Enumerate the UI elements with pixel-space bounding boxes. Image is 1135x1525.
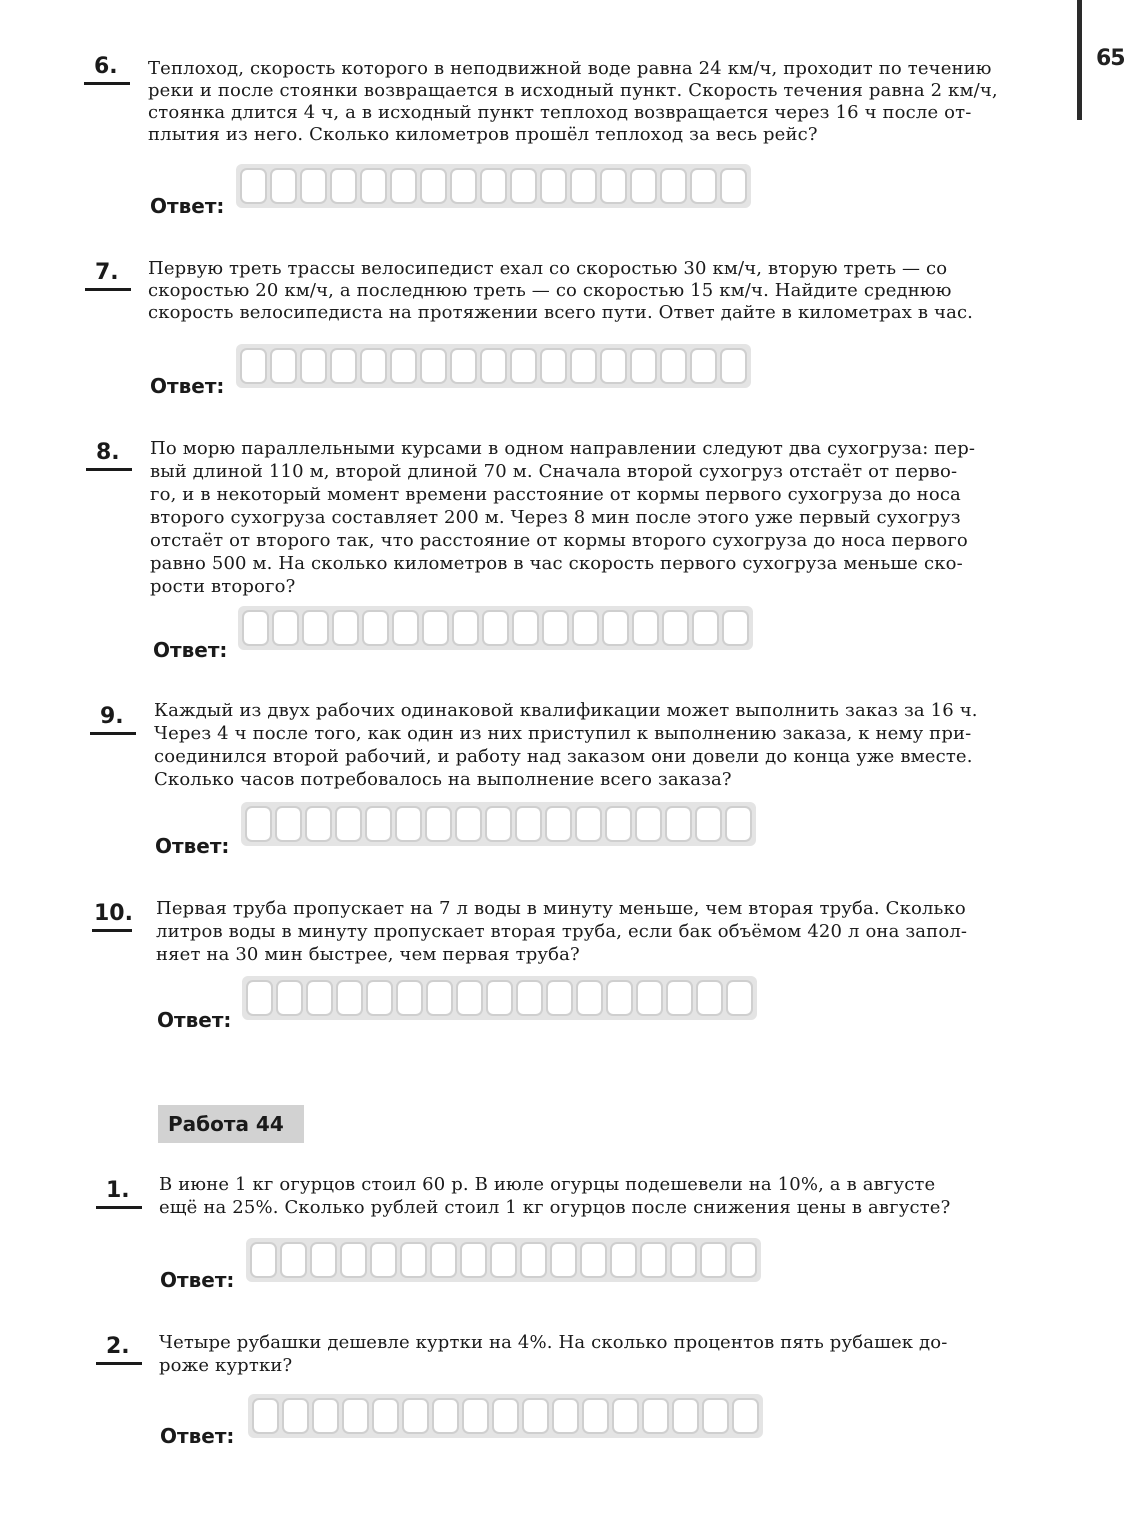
- answer-label: Ответ:: [150, 374, 225, 398]
- task-text-line: Первая труба пропускает на 7 л воды в минуту меньше, чем вторая труба. Сколько: [156, 898, 966, 919]
- answer-cell[interactable]: [492, 1398, 519, 1434]
- answer-cell[interactable]: [275, 806, 302, 842]
- task-number-underline: [86, 468, 132, 471]
- task-text-line: По морю параллельными курсами в одном направлении следуют два сухогруза: пер-: [150, 438, 976, 459]
- answer-cell[interactable]: [575, 806, 602, 842]
- answer-cell[interactable]: [330, 168, 357, 204]
- task-number: 9.: [100, 704, 124, 729]
- answer-cell[interactable]: [702, 1398, 729, 1434]
- answer-cell[interactable]: [550, 1242, 577, 1278]
- task-text-line: Теплоход, скорость которого в неподвижной воде равна 24 км/ч, проходит по течению: [148, 58, 992, 79]
- task-text-line: скорость велосипедиста на протяжении всего пути. Ответ дайте в километрах в час.: [148, 302, 974, 323]
- task-text-line: Через 4 ч после того, как один из них приступил к выполнению заказа, к нему при-: [154, 723, 972, 744]
- task-text-line: Сколько часов потребовалось на выполнение всего заказа?: [154, 769, 732, 790]
- section-title: Работа 44: [158, 1105, 304, 1143]
- answer-cell[interactable]: [636, 980, 663, 1016]
- answer-cell[interactable]: [390, 348, 417, 384]
- answer-cell[interactable]: [280, 1242, 307, 1278]
- answer-cell[interactable]: [240, 168, 267, 204]
- answer-cell[interactable]: [580, 1242, 607, 1278]
- task-text-line: ещё на 25%. Сколько рублей стоил 1 кг огурцов после снижения цены в августе?: [159, 1197, 951, 1218]
- answer-cell[interactable]: [642, 1398, 669, 1434]
- task-number: 2.: [106, 1334, 130, 1359]
- task-number-underline: [90, 732, 136, 735]
- task-number: 10.: [94, 901, 133, 926]
- task-number: 7.: [95, 260, 119, 285]
- answer-cell[interactable]: [720, 168, 747, 204]
- task-text-line: стоянка длится 4 ч, а в исходный пункт теплоход возвращается через 16 ч после от-: [148, 102, 972, 123]
- answer-cell[interactable]: [422, 610, 449, 646]
- answer-cell[interactable]: [360, 348, 387, 384]
- task-text-line: роже куртки?: [159, 1355, 293, 1376]
- answer-cell[interactable]: [242, 610, 269, 646]
- answer-cell[interactable]: [516, 980, 543, 1016]
- answer-cell[interactable]: [522, 1398, 549, 1434]
- answer-cell[interactable]: [606, 980, 633, 1016]
- answer-cell[interactable]: [420, 168, 447, 204]
- task-text-line: няет на 30 мин быстрее, чем первая труба?: [156, 944, 580, 965]
- task-text-line: второго сухогруза составляет 200 м. Через 8 мин после этого уже первый сухогруз: [150, 507, 961, 528]
- answer-cell[interactable]: [456, 980, 483, 1016]
- answer-cell[interactable]: [600, 168, 627, 204]
- task-text-line: го, и в некоторый момент времени расстояние от кормы первого сухогруза до носа: [150, 484, 961, 505]
- answer-cell[interactable]: [270, 348, 297, 384]
- answer-cells[interactable]: [242, 976, 757, 1020]
- answer-cell[interactable]: [690, 168, 717, 204]
- answer-cell[interactable]: [245, 806, 272, 842]
- answer-cell[interactable]: [696, 980, 723, 1016]
- answer-cell[interactable]: [362, 610, 389, 646]
- answer-cell[interactable]: [312, 1398, 339, 1434]
- answer-cell[interactable]: [360, 168, 387, 204]
- task-text-line: равно 500 м. На сколько километров в час скорость первого сухогруза меньше ско-: [150, 553, 963, 574]
- answer-cell[interactable]: [540, 168, 567, 204]
- answer-cell[interactable]: [300, 168, 327, 204]
- answer-cell[interactable]: [612, 1398, 639, 1434]
- answer-cell[interactable]: [670, 1242, 697, 1278]
- answer-cell[interactable]: [370, 1242, 397, 1278]
- answer-cell[interactable]: [366, 980, 393, 1016]
- answer-label: Ответ:: [153, 638, 228, 662]
- answer-cell[interactable]: [520, 1242, 547, 1278]
- answer-cell[interactable]: [455, 806, 482, 842]
- answer-cell[interactable]: [572, 610, 599, 646]
- answer-cell[interactable]: [402, 1398, 429, 1434]
- answer-cells[interactable]: [236, 344, 751, 388]
- answer-cell[interactable]: [635, 806, 662, 842]
- answer-cell[interactable]: [545, 806, 572, 842]
- answer-cell[interactable]: [570, 168, 597, 204]
- answer-cell[interactable]: [450, 348, 477, 384]
- task-text-line: вый длиной 110 м, второй длиной 70 м. Сначала второй сухогруз отстаёт от перво-: [150, 461, 958, 482]
- answer-cell[interactable]: [332, 610, 359, 646]
- answer-cell[interactable]: [330, 348, 357, 384]
- answer-cell[interactable]: [660, 348, 687, 384]
- task-text-line: отстаёт от второго так, что расстояние от кормы второго сухогруза до носа первого: [150, 530, 968, 551]
- task-text-line: скоростью 20 км/ч, а последнюю треть — со скоростью 15 км/ч. Найдите среднюю: [148, 280, 952, 301]
- answer-cells[interactable]: [246, 1238, 761, 1282]
- answer-cell[interactable]: [695, 806, 722, 842]
- answer-cell[interactable]: [272, 610, 299, 646]
- task-text-line: В июне 1 кг огурцов стоил 60 р. В июле огурцы подешевели на 10%, а в августе: [159, 1174, 936, 1195]
- answer-cells[interactable]: [241, 802, 756, 846]
- answer-cell[interactable]: [732, 1398, 759, 1434]
- answer-cell[interactable]: [630, 168, 657, 204]
- page-number: 65: [1096, 46, 1125, 71]
- answer-cell[interactable]: [426, 980, 453, 1016]
- answer-cell[interactable]: [570, 348, 597, 384]
- answer-cell[interactable]: [720, 348, 747, 384]
- answer-cell[interactable]: [276, 980, 303, 1016]
- answer-cell[interactable]: [302, 610, 329, 646]
- answer-label: Ответ:: [150, 194, 225, 218]
- answer-cell[interactable]: [396, 980, 423, 1016]
- answer-cell[interactable]: [390, 168, 417, 204]
- answer-cell[interactable]: [305, 806, 332, 842]
- answer-cell[interactable]: [480, 168, 507, 204]
- task-text-line: реки и после стоянки возвращается в исходный пункт. Скорость течения равна 2 км/ч,: [148, 80, 998, 101]
- answer-cell[interactable]: [692, 610, 719, 646]
- answer-label: Ответ:: [155, 834, 230, 858]
- answer-cell[interactable]: [540, 348, 567, 384]
- answer-cell[interactable]: [340, 1242, 367, 1278]
- task-number-underline: [92, 929, 132, 932]
- task-number: 8.: [96, 440, 120, 465]
- task-text-line: Каждый из двух рабочих одинаковой квалификации может выполнить заказ за 16 ч.: [154, 700, 978, 721]
- answer-label: Ответ:: [160, 1424, 235, 1448]
- task-text-line: литров воды в минуту пропускает вторая труба, если бак объёмом 420 л она запол-: [156, 921, 968, 942]
- answer-cell[interactable]: [400, 1242, 427, 1278]
- answer-cell[interactable]: [430, 1242, 457, 1278]
- answer-cell[interactable]: [392, 610, 419, 646]
- answer-cell[interactable]: [450, 168, 477, 204]
- answer-cell[interactable]: [335, 806, 362, 842]
- answer-cell[interactable]: [640, 1242, 667, 1278]
- answer-cell[interactable]: [630, 348, 657, 384]
- answer-cell[interactable]: [462, 1398, 489, 1434]
- answer-cell[interactable]: [490, 1242, 517, 1278]
- task-text-line: Четыре рубашки дешевле куртки на 4%. На сколько процентов пять рубашек до-: [159, 1332, 948, 1353]
- answer-cell[interactable]: [372, 1398, 399, 1434]
- answer-cell[interactable]: [512, 610, 539, 646]
- answer-cell[interactable]: [605, 806, 632, 842]
- answer-cell[interactable]: [600, 348, 627, 384]
- answer-label: Ответ:: [157, 1008, 232, 1032]
- task-number: 6.: [94, 54, 118, 79]
- answer-cell[interactable]: [672, 1398, 699, 1434]
- answer-cell[interactable]: [515, 806, 542, 842]
- answer-cell[interactable]: [240, 348, 267, 384]
- answer-cell[interactable]: [486, 980, 513, 1016]
- answer-cell[interactable]: [306, 980, 333, 1016]
- task-text-line: плытия из него. Сколько километров прошёл теплоход за весь рейс?: [148, 124, 818, 145]
- task-number-underline: [96, 1206, 142, 1209]
- answer-cell[interactable]: [432, 1398, 459, 1434]
- answer-cell[interactable]: [270, 168, 297, 204]
- answer-cell[interactable]: [662, 610, 689, 646]
- answer-cell[interactable]: [602, 610, 629, 646]
- answer-cell[interactable]: [722, 610, 749, 646]
- answer-cell[interactable]: [300, 348, 327, 384]
- answer-cell[interactable]: [632, 610, 659, 646]
- answer-cell[interactable]: [725, 806, 752, 842]
- answer-cell[interactable]: [582, 1398, 609, 1434]
- answer-cells[interactable]: [248, 1394, 763, 1438]
- answer-cell[interactable]: [700, 1242, 727, 1278]
- answer-cell[interactable]: [726, 980, 753, 1016]
- answer-label: Ответ:: [160, 1268, 235, 1292]
- task-number-underline: [85, 288, 131, 291]
- answer-cell[interactable]: [342, 1398, 369, 1434]
- answer-cell[interactable]: [425, 806, 452, 842]
- answer-cells[interactable]: [238, 606, 753, 650]
- answer-cell[interactable]: [576, 980, 603, 1016]
- answer-cell[interactable]: [460, 1242, 487, 1278]
- answer-cell[interactable]: [252, 1398, 279, 1434]
- answer-cell[interactable]: [482, 610, 509, 646]
- answer-cell[interactable]: [610, 1242, 637, 1278]
- answer-cell[interactable]: [420, 348, 447, 384]
- answer-cell[interactable]: [665, 806, 692, 842]
- answer-cell[interactable]: [730, 1242, 757, 1278]
- task-text-line: рости второго?: [150, 576, 296, 597]
- answer-cell[interactable]: [485, 806, 512, 842]
- answer-cells[interactable]: [236, 164, 751, 208]
- answer-cell[interactable]: [510, 168, 537, 204]
- answer-cell[interactable]: [552, 1398, 579, 1434]
- task-number-underline: [84, 82, 130, 85]
- answer-cell[interactable]: [250, 1242, 277, 1278]
- answer-cell[interactable]: [690, 348, 717, 384]
- answer-cell[interactable]: [666, 980, 693, 1016]
- answer-cell[interactable]: [510, 348, 537, 384]
- answer-cell[interactable]: [365, 806, 392, 842]
- answer-cell[interactable]: [282, 1398, 309, 1434]
- answer-cell[interactable]: [452, 610, 479, 646]
- answer-cell[interactable]: [336, 980, 363, 1016]
- page-edge-rule: [1077, 0, 1082, 120]
- answer-cell[interactable]: [660, 168, 687, 204]
- answer-cell[interactable]: [246, 980, 273, 1016]
- task-number: 1.: [106, 1178, 130, 1203]
- answer-cell[interactable]: [395, 806, 422, 842]
- task-text-line: соединился второй рабочий, и работу над заказом они довели до конца уже вместе.: [154, 746, 973, 767]
- answer-cell[interactable]: [542, 610, 569, 646]
- answer-cell[interactable]: [310, 1242, 337, 1278]
- answer-cell[interactable]: [546, 980, 573, 1016]
- task-text-line: Первую треть трассы велосипедист ехал со скоростью 30 км/ч, вторую треть — со: [148, 258, 948, 279]
- answer-cell[interactable]: [480, 348, 507, 384]
- task-number-underline: [96, 1362, 142, 1365]
